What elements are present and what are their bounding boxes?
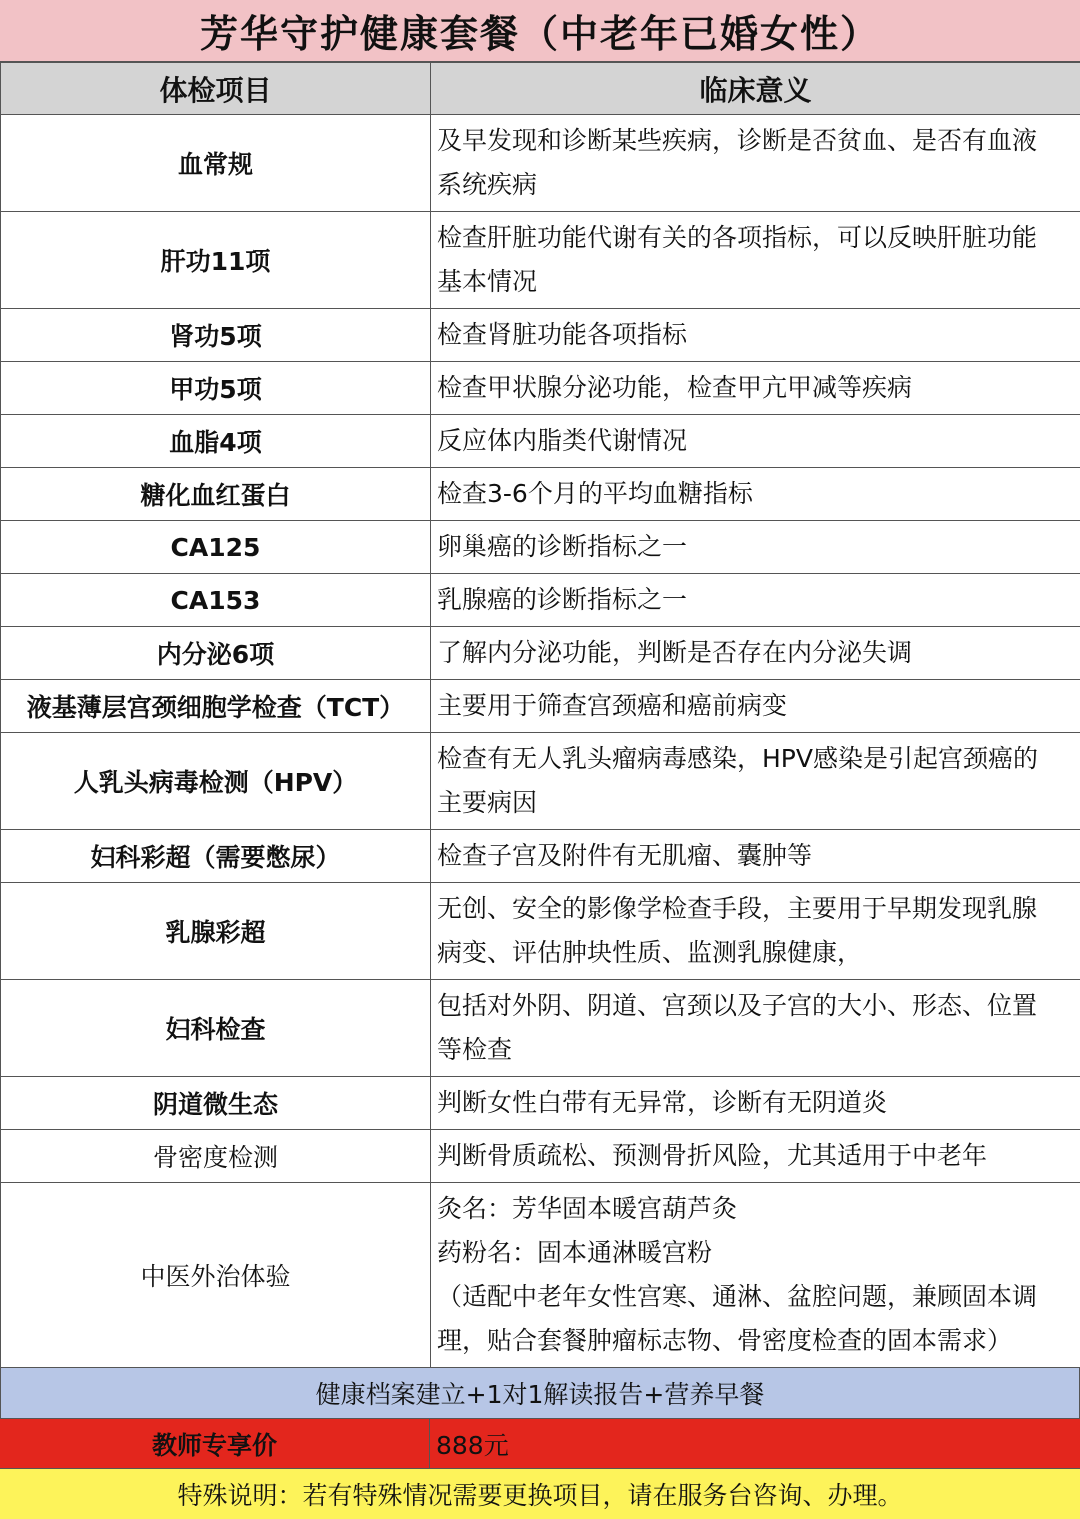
table-row bbox=[1, 883, 1080, 980]
table-row bbox=[1, 1077, 1080, 1130]
table-row bbox=[1, 733, 1080, 830]
exam-item: 骨密度检测 bbox=[1, 1130, 431, 1183]
table-row bbox=[1, 980, 1080, 1077]
exam-item: 血脂4项 bbox=[1, 415, 431, 468]
exam-item: 乳腺彩超 bbox=[1, 883, 431, 980]
exam-meaning: 及早发现和诊断某些疾病，诊断是否贫血、是否有血液 系统疾病 bbox=[431, 115, 1080, 212]
special-note-banner bbox=[0, 1468, 1080, 1519]
title-bar bbox=[0, 0, 1080, 62]
exam-meaning: 无创、安全的影像学检查手段，主要用于早期发现乳腺 病变、评估肿块性质、监测乳腺健康， bbox=[431, 883, 1080, 980]
table-row bbox=[1, 309, 1080, 362]
exam-item: 液基薄层宫颈细胞学检查（TCT） bbox=[1, 680, 431, 733]
exam-item: 血常规 bbox=[1, 115, 431, 212]
price-row bbox=[0, 1418, 1080, 1468]
table-row bbox=[1, 362, 1080, 415]
column-header-item: 体检项目 bbox=[1, 63, 431, 115]
exam-meaning: 检查子宫及附件有无肌瘤、囊肿等 bbox=[431, 830, 1080, 883]
exam-item: 内分泌6项 bbox=[1, 627, 431, 680]
exam-item: 人乳头病毒检测（HPV） bbox=[1, 733, 431, 830]
table-row bbox=[1, 1130, 1080, 1183]
package-title: 芳华守护健康套餐（中老年已婚女性） bbox=[200, 3, 880, 58]
table-row bbox=[1, 574, 1080, 627]
exam-meaning: 检查甲状腺分泌功能，检查甲亢甲减等疾病 bbox=[431, 362, 1080, 415]
exam-item: 肝功11项 bbox=[1, 212, 431, 309]
table-row bbox=[1, 627, 1080, 680]
exam-meaning: 检查3-6个月的平均血糖指标 bbox=[431, 468, 1080, 521]
table-row bbox=[1, 830, 1080, 883]
exam-item: CA125 bbox=[1, 521, 431, 574]
table-row bbox=[1, 680, 1080, 733]
exam-table bbox=[0, 62, 1080, 1368]
price-value: 888元 bbox=[430, 1419, 1080, 1468]
price-label: 教师专享价 bbox=[0, 1419, 430, 1468]
exam-item: 肾功5项 bbox=[1, 309, 431, 362]
table-row bbox=[1, 415, 1080, 468]
exam-meaning: 乳腺癌的诊断指标之一 bbox=[431, 574, 1080, 627]
exam-meaning: 判断骨质疏松、预测骨折风险，尤其适用于中老年 bbox=[431, 1130, 1080, 1183]
table-row bbox=[1, 468, 1080, 521]
exam-meaning: 主要用于筛查宫颈癌和癌前病变 bbox=[431, 680, 1080, 733]
table-row bbox=[1, 1183, 1080, 1368]
exam-item: 阴道微生态 bbox=[1, 1077, 431, 1130]
exam-meaning: 卵巢癌的诊断指标之一 bbox=[431, 521, 1080, 574]
special-note-text: 特殊说明：若有特殊情况需要更换项目，请在服务台咨询、办理。 bbox=[177, 1476, 902, 1512]
exam-meaning: 检查有无人乳头瘤病毒感染，HPV感染是引起宫颈癌的 主要病因 bbox=[431, 733, 1080, 830]
exam-item: 糖化血红蛋白 bbox=[1, 468, 431, 521]
exam-meaning: 包括对外阴、阴道、宫颈以及子宫的大小、形态、位置 等检查 bbox=[431, 980, 1080, 1077]
extras-banner bbox=[0, 1368, 1080, 1418]
exam-item: 中医外治体验 bbox=[1, 1183, 431, 1368]
exam-meaning: 了解内分泌功能，判断是否存在内分泌失调 bbox=[431, 627, 1080, 680]
exam-item: 妇科检查 bbox=[1, 980, 431, 1077]
exam-meaning: 检查肝脏功能代谢有关的各项指标，可以反映肝脏功能 基本情况 bbox=[431, 212, 1080, 309]
extras-text: 健康档案建立+1对1解读报告+营养早餐 bbox=[316, 1375, 765, 1411]
table-row bbox=[1, 521, 1080, 574]
exam-meaning: 反应体内脂类代谢情况 bbox=[431, 415, 1080, 468]
exam-item: 妇科彩超（需要憋尿） bbox=[1, 830, 431, 883]
exam-item: 甲功5项 bbox=[1, 362, 431, 415]
exam-item: CA153 bbox=[1, 574, 431, 627]
column-header-meaning: 临床意义 bbox=[431, 63, 1080, 115]
table-row bbox=[1, 212, 1080, 309]
exam-meaning: 灸名：芳华固本暖宫葫芦灸 药粉名：固本通淋暖宫粉 （适配中老年女性宫寒、通淋、盆腔问题，兼顾固本调 理，贴合套餐肿瘤标志物、骨密度检查的固本需求） bbox=[431, 1183, 1080, 1368]
exam-meaning: 判断女性白带有无异常，诊断有无阴道炎 bbox=[431, 1077, 1080, 1130]
exam-meaning: 检查肾脏功能各项指标 bbox=[431, 309, 1080, 362]
table-row bbox=[1, 115, 1080, 212]
